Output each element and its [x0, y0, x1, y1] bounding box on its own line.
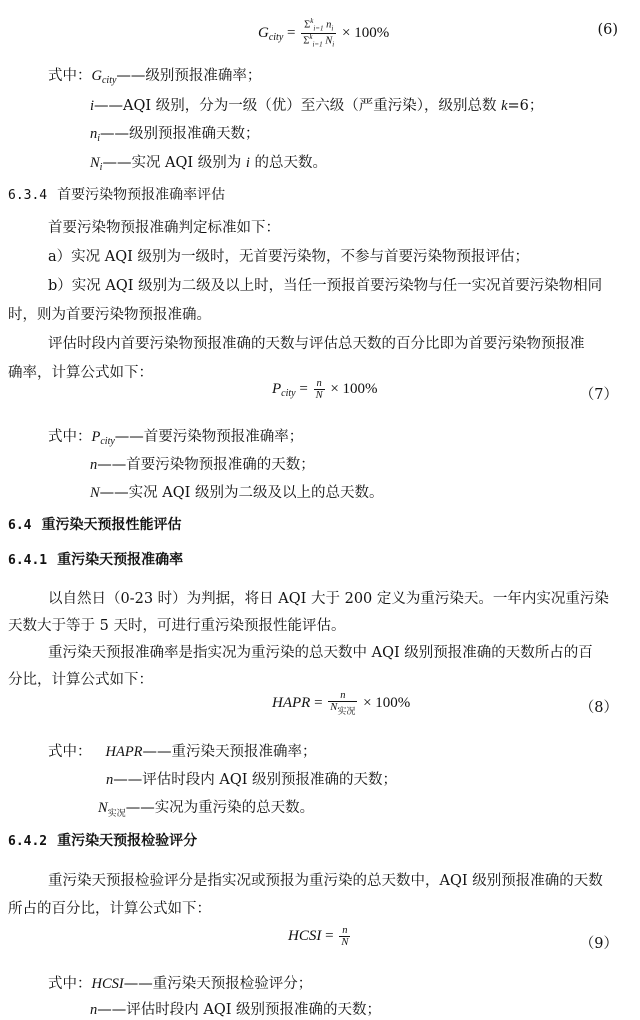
def-var: n	[90, 1002, 98, 1018]
formula-6: $G_{city}$ = $\frac{\Sigma^k_{i=1} n_i}{\Sigma^k_{i=1} N_i}$ × 100%	[258, 17, 390, 49]
def-7-n	[90, 453, 315, 474]
formula-7-op: × 100%	[330, 380, 378, 397]
formula-7-number: （7）	[579, 387, 618, 403]
def-text: ——实况 AQI 级别为二级及以上的总天数。	[99, 485, 384, 501]
def-text: ——级别预报准确天数；	[100, 126, 260, 142]
formula-9-fraction	[339, 925, 350, 948]
numerator-sub: i	[331, 24, 334, 33]
formula-9-lhs: HCSI	[288, 927, 322, 944]
def-text: ——AQI 级别，分为一级（优）至六级（严重污染），级别总数	[94, 98, 502, 114]
sum-top-den: k	[309, 32, 313, 41]
def-8-N	[98, 796, 314, 819]
p-6-3-4-line3: b）实况 AQI 级别为二级及以上时，当任一预报首要污染物与任一实况首要污染物相同	[48, 278, 603, 294]
def-text-i: i	[245, 155, 250, 171]
def-6-g	[48, 64, 261, 86]
sum-range-den: i=1	[312, 40, 323, 49]
def-7-p	[48, 425, 303, 447]
def-6-n	[90, 122, 260, 144]
def-text: ——实况 AQI 级别为	[102, 155, 246, 171]
def-var-sub: 实况	[107, 809, 126, 819]
p-6-3-4-line1: 首要污染物预报准确判定标准如下：	[48, 220, 280, 236]
def-text: ——首要污染物预报准确的天数；	[97, 457, 315, 473]
section-number: 6.4.2	[8, 834, 48, 849]
def-text: ——级别预报准确率；	[116, 68, 262, 84]
section-title: 首要污染物预报准确率评估	[57, 187, 226, 203]
def-var-sub: i	[99, 162, 103, 173]
sum-symbol-den: Σ	[303, 35, 310, 47]
section-number: 6.3.4	[8, 188, 48, 203]
formula-6-fraction	[301, 18, 336, 49]
section-heading-6-4-2	[8, 830, 197, 850]
denominator-var: N	[325, 35, 333, 47]
formula-6-lhs-sub: city	[268, 31, 284, 43]
formula-8-fraction	[328, 690, 357, 717]
def-var: G	[91, 68, 102, 84]
def-var: N	[90, 155, 100, 171]
def-k: k	[501, 98, 508, 114]
p-6-3-4-line4: 时，则为首要污染物预报准确。	[8, 307, 211, 323]
def-text: ——评估时段内 AQI 级别预报准确的天数；	[113, 772, 398, 788]
formula-7-num: n	[314, 378, 325, 390]
section-number: 6.4	[8, 518, 32, 533]
section-title: 重污染天预报性能评估	[41, 517, 182, 533]
p-6-4-1-line1: 以自然日（0-23 时）为判据，将日 AQI 大于 200 定义为重污染天。一年内实况重污染	[48, 591, 609, 607]
def-var: i	[90, 98, 95, 114]
formula-9-number: （9）	[579, 936, 618, 952]
p-6-4-1-line4: 分比，计算公式如下：	[8, 672, 153, 688]
section-heading-6-4-1	[8, 549, 183, 569]
def-prefix: 式中：	[48, 68, 92, 84]
p-6-3-4-line2: a）实况 AQI 级别为一级时，无首要污染物，不参与首要污染物预报评估；	[48, 249, 529, 265]
def-var: N	[90, 485, 100, 501]
def-6-N	[90, 151, 327, 173]
def-9-h	[48, 972, 312, 993]
formula-8-den-sub: 实况	[337, 707, 356, 718]
sum-symbol: Σ	[304, 19, 311, 31]
def-text: ——首要污染物预报准确率；	[114, 429, 304, 445]
def-var: N	[98, 800, 108, 816]
def-7-N	[90, 481, 383, 502]
formula-9: HCSI = $\frac{n}{N}$	[288, 925, 349, 949]
def-var: P	[91, 429, 101, 445]
def-var: n	[106, 772, 114, 788]
def-text: ——评估时段内 AQI 级别预报准确的天数；	[97, 1002, 382, 1018]
formula-9-num: n	[339, 925, 350, 937]
formula-7: $P_{city}$ = $\frac{n}{N}$ × 100%	[272, 378, 378, 402]
def-var: n	[90, 126, 98, 142]
def-8-n	[106, 768, 397, 789]
p-6-3-4-line5: 评估时段内首要污染物预报准确的天数与评估总天数的百分比即为首要污染物预报准	[48, 336, 585, 352]
def-text: ——重污染天预报准确率；	[142, 744, 317, 760]
formula-8-op: × 100%	[363, 695, 411, 712]
formula-6-op: × 100%	[342, 24, 390, 41]
section-title: 重污染天预报准确率	[57, 552, 184, 568]
formula-8-lhs: HAPR	[272, 695, 311, 712]
def-prefix: 式中：	[48, 429, 92, 445]
def-prefix: 式中：	[48, 976, 92, 992]
formula-8-den: N	[330, 702, 338, 714]
formula-8: HAPR = $\frac{n}{\text{N实况}}$ × 100%	[272, 690, 411, 718]
p-6-4-2-line1: 重污染天预报检验评分是指实况或预报为重污染的总天数中，AQI 级别预报准确的天数	[48, 873, 603, 889]
formula-9-den: N	[341, 937, 349, 949]
p-6-3-4-line6: 确率，计算公式如下：	[8, 365, 153, 381]
def-var-sub: city	[100, 436, 115, 447]
def-text: ——重污染天预报检验评分；	[123, 976, 313, 992]
sum-range: i=1	[313, 24, 324, 33]
numerator-var: n	[326, 19, 332, 31]
def-var-sub: city	[101, 75, 117, 86]
section-heading-6-3-4	[8, 184, 225, 204]
formula-7-den: N	[315, 390, 323, 402]
formula-6-number: (6)	[597, 22, 618, 38]
formula-7-fraction	[314, 378, 325, 401]
def-eq: =6；	[507, 98, 544, 114]
p-6-4-1-line2: 天数大于等于 5 天时，可进行重污染预报性能评估。	[8, 618, 346, 634]
def-text-end: 的总天数。	[249, 155, 328, 171]
denominator-sub: i	[332, 40, 335, 49]
formula-8-num: n	[328, 690, 357, 702]
formula-7-lhs: P	[272, 380, 282, 397]
formula-7-lhs-sub: city	[281, 387, 296, 399]
p-6-4-1-line3: 重污染天预报准确率是指实况为重污染的总天数中 AQI 级别预报准确的天数所占的百	[48, 645, 593, 661]
section-title: 重污染天预报检验评分	[57, 833, 198, 849]
def-8-h	[48, 740, 317, 761]
def-text: ——实况为重污染的总天数。	[125, 800, 315, 816]
def-prefix: 式中：	[48, 744, 92, 760]
sum-top: k	[310, 17, 314, 25]
def-var: HCSI	[91, 976, 124, 992]
p-6-4-2-line2: 所占的百分比，计算公式如下：	[8, 901, 211, 917]
formula-8-number: （8）	[579, 700, 618, 716]
def-var: n	[90, 457, 98, 473]
section-number: 6.4.1	[8, 553, 48, 568]
def-var-sub: i	[97, 133, 101, 144]
def-var: HAPR	[105, 744, 143, 760]
section-heading-6-4	[8, 514, 181, 534]
def-9-n	[90, 998, 381, 1019]
formula-6-lhs: G	[258, 24, 269, 41]
def-6-i	[90, 94, 543, 115]
